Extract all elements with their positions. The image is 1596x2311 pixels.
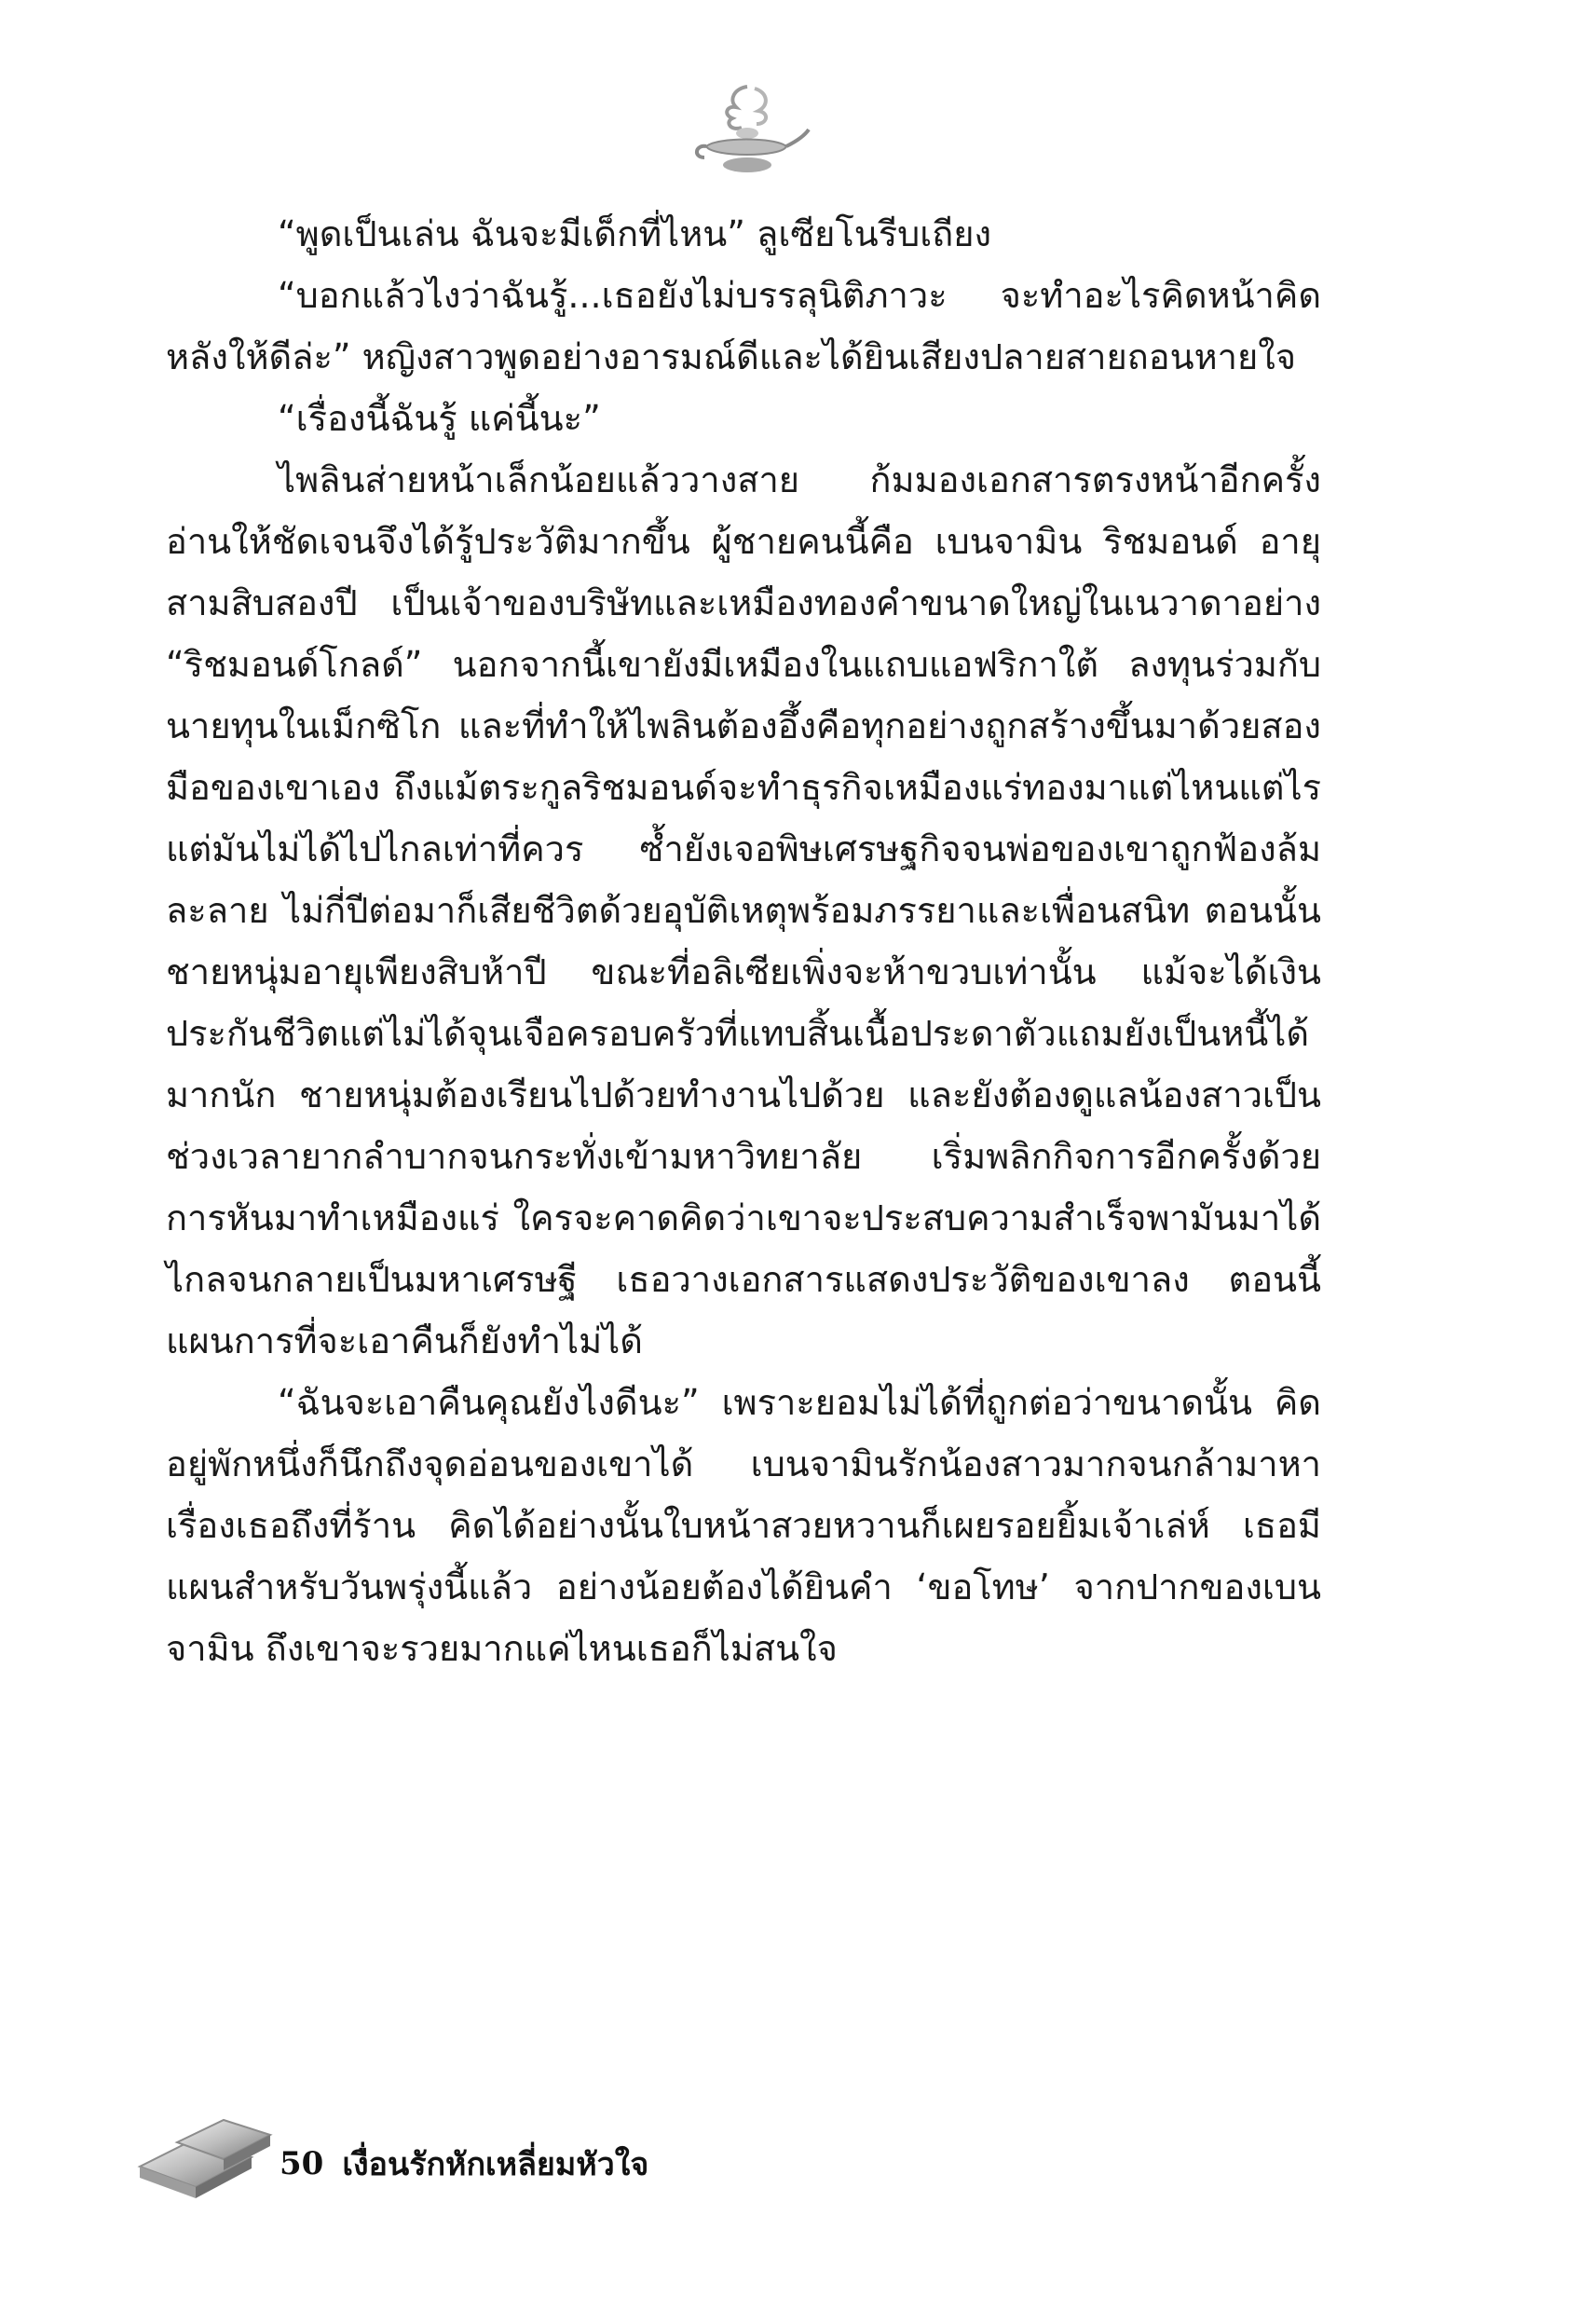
page-footer: [280, 2136, 648, 2192]
paragraph: “บอกแล้วไงว่าฉันรู้...เธอยังไม่บรรลุนิติภาวะ จะทำอะไรคิดหน้าคิดหลังให้ดีล่ะ” หญิงสาวพูดอย่างอารมณ์ดีและได้ยินเสียงปลายสายถอนหายใจ: [166, 275, 1321, 377]
gold-bars-icon: [130, 2101, 289, 2204]
body-text: [166, 203, 1321, 1679]
page-number: 50: [280, 2145, 324, 2182]
paragraph: “ฉันจะเอาคืนคุณยังไงดีนะ” เพราะยอมไม่ได้ที่ถูกต่อว่าขนาดนั้น คิดอยู่พักหนึ่งก็นึกถึงจุดอ่อนของเขาได้ เบนจามินรักน้องสาวมากจนกล้ามาหาเรื่องเธอถึงที่ร้าน คิดได้อย่างนั้นใบหน้าสวยหวานก็เผยรอยยิ้มเจ้าเล่ห์ เธอมีแผนสำหรับวันพรุ่งนี้แล้ว อย่างน้อยต้องได้ยินคำ ‘ขอโทษ’ จากปากของเบนจามิน ถึงเขาจะรวยมากแค่ไหนเธอก็ไม่สนใจ: [166, 1382, 1321, 1669]
paragraph: ไพลินส่ายหน้าเล็กน้อยแล้ววางสาย ก้มมองเอกสารตรงหน้าอีกครั้ง อ่านให้ชัดเจนจึงได้รู้ประวัติมากขึ้น ผู้ชายคนนี้คือ เบนจามิน ริชมอนด์ อายุสามสิบสองปี เป็นเจ้าของบริษัทและเหมืองทองคำขนาดใหญ่ในเนวาดาอย่าง “ริชมอนด์โกลด์” นอกจากนี้เขายังมีเหมืองในแถบแอฟริกาใต้ ลงทุนร่วมกับนายทุนในเม็กซิโก และที่ทำให้ไพลินต้องอึ้งคือทุกอย่างถูกสร้างขึ้นมาด้วยสองมือของเขาเอง ถึงแม้ตระกูลริชมอนด์จะทำธุรกิจเหมืองแร่ทองมาแต่ไหนแต่ไร แต่มันไม่ได้ไปไกลเท่าที่ควร ซ้ำยังเจอพิษเศรษฐกิจจนพ่อของเขาถูกฟ้องล้มละลาย ไม่กี่ปีต่อมาก็เสียชีวิตด้วยอุบัติเหตุพร้อมภรรยาและเพื่อนสนิท ตอนนั้นชายหนุ่มอายุเพียงสิบห้าปี ขณะที่อลิเซียเพิ่งจะห้าขวบเท่านั้น แม้จะได้เงินประกันชีวิตแต่ไม่ได้จุนเจือครอบครัวที่แทบสิ้นเนื้อประดาตัวแถมยังเป็นหนี้ได้มากนัก ชายหนุ่มต้องเรียนไปด้วยทำงานไปด้วย และยังต้องดูแลน้องสาวเป็นช่วงเวลายากลำบากจนกระทั่งเข้ามหาวิทยาลัย เริ่มพลิกกิจการอีกครั้งด้วยการหันมาทำเหมืองแร่ ใครจะคาดคิดว่าเขาจะประสบความสำเร็จพามันมาได้ไกลจนกลายเป็นมหาเศรษฐี เธอวางเอกสารแสดงประวัติของเขาลง ตอนนี้แผนการที่จะเอาคืนก็ยังทำไม่ได้: [166, 459, 1321, 1361]
paragraph: “เรื่องนี้ฉันรู้ แค่นี้นะ”: [278, 398, 601, 439]
genie-lamp-icon: [689, 79, 811, 182]
paragraph: “พูดเป็นเล่น ฉันจะมีเด็กที่ไหน” ลูเซียโนรีบเถียง: [278, 213, 992, 254]
book-title: เงื่อนรักหักเหลี่ยมหัวใจ: [342, 2146, 649, 2183]
